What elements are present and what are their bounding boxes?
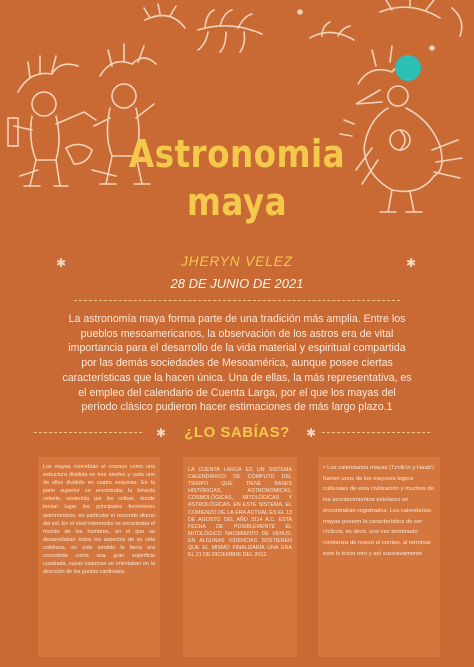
snowflake-star-icon: ✱ [406,256,417,270]
snowflake-star-icon: ✱ [306,426,317,440]
fact-box-cosmos [38,457,160,657]
section-heading: ¿LO SABÍAS? [184,424,290,441]
bullet-icon: • [323,465,326,471]
publish-date: 28 DE JUNIO DE 2021 [170,276,304,291]
leaf-branch-ornament [144,0,462,52]
divider [74,300,400,301]
title-line-1: Astronomia [128,132,346,176]
fact-box-long-count [183,457,297,657]
intro-paragraph: La astronomía maya forma parte de una tradición más amplia. Entre los pueblos mesoamericanos, la observación de los astros era de vital importancia para el desarrollo de la vida material y espiritual compartida por las demás sociedades de Mesoamérica, aunque posee ciertas características que la hacen única. Una de ellas, la más representativa, es el empleo del calendario de Cuenta Larga, por el que los mayas del período clásico pudieron hacer estimaciones de más largo plazo.1 [62,313,412,414]
fact-box-calendars [318,457,440,657]
snowflake-star-icon: ✱ [56,256,67,270]
title-line-2: maya [186,180,288,224]
fact-text: Los mayas concebían el cosmos como una estructura dividida en tres niveles y cada uno de ellos dividido en cuatro esquinas. En la parte superior se encontraba la bóveda celeste, sostenida por los ceibas, donde tenían lugar los principales fenómenos astronómicos, en particular el recorrido diurno del sol. En el nivel intermedio se encontraba el mundo de los hombres, en el que se desarrollaban todos los aspectos de su vida cotidiana, en este sentido la tierra era concebida como una gran superficie cuadrada, cuyas esquinas se orientaban en la dirección de los puntos cardinales. [43,464,155,576]
author-name: JHERYN VELEZ [180,254,294,269]
page-title [33,130,441,226]
snowflake-star-icon: ✱ [156,426,167,440]
teal-dot-decoration [395,55,421,81]
fact-text: LA CUENTA LARGA ES UN SISTEMA CALENDÁRICO DE CÓMPUTO DEL TIEMPO QUE TIENE BASES HISTÓRICAS, ASTRONÓMICAS, COSMOLÓGICAS, MITOLÓGICAS Y ASTROLÓGICAS. EN ESTE SISTEMA, EL COMIENZO DE LA ERA ACTUAL ES EL 13 DE AGOSTO DEL AÑO 3114 A.C. ESTA FECHA DE POSIBLEMENTE EL MITOLÓGICO NACIMIENTO DE VENUS. EN ALGUNAS VIDENCIAS SOSTIENEN QUE EL MISMO FINALIZARÍA UNA ERA EL 21 DE DICIEMBRE DEL 2012. [188,467,292,559]
fact-text: Los calendarios mayas (Tzolk'in y Haab') fueron unos de los mayores logros culturales de esta civilización y muchos de los acontecimientos estelares se encontraban registrados. Los calendarios mayas poseen la característica de ser cíclicos, es decir, uno vez terminado comienza de nuevo el conteo, al terminar este lo inicio otro y así sucesivamente [323,465,435,557]
